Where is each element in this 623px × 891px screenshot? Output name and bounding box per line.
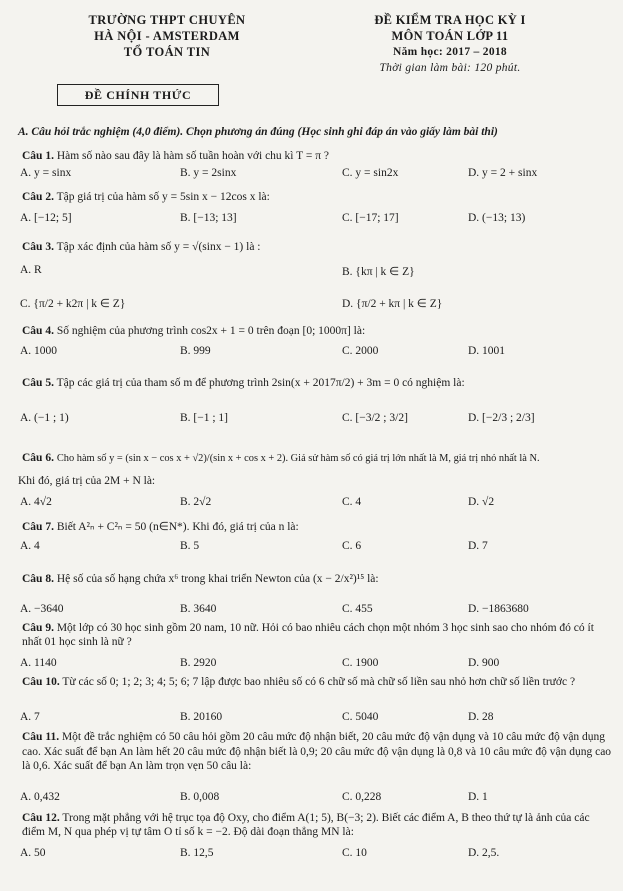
question-2 <box>22 190 612 204</box>
question-text: Từ các số 0; 1; 2; 3; 4; 5; 6; 7 lập được bao nhiêu số có 6 chữ số mà chữ số liền sau nhỏ hơn chữ số liền trước ? <box>62 676 576 688</box>
question-text: Số nghiệm của phương trình cos2x + 1 = 0 trên đoạn [0; 1000π] là: <box>56 325 366 337</box>
option-b: B. 20160 <box>180 711 223 723</box>
school-header <box>52 12 282 60</box>
option-a: A. (−1 ; 1) <box>20 412 69 424</box>
options-10 <box>20 711 615 727</box>
question-1 <box>22 149 612 163</box>
options-2 <box>20 212 615 228</box>
exam-time: Thời gian làm bài: 120 phút. <box>379 62 521 74</box>
option-c: C. 2000 <box>342 345 379 357</box>
option-d: D. 1 <box>468 791 488 803</box>
option-c: C. 5040 <box>342 711 379 723</box>
option-b: B. 5 <box>180 540 200 552</box>
option-b: B. 0,008 <box>180 791 220 803</box>
option-c: C. {π/2 + k2π | k ∈ Z} <box>20 298 126 310</box>
question-label: Câu 6. <box>22 452 54 464</box>
option-b: B. 2920 <box>180 657 217 669</box>
option-c: C. 6 <box>342 540 362 552</box>
question-11 <box>22 730 612 774</box>
option-c: C. [−17; 17] <box>342 212 399 224</box>
section-title: A. Câu hỏi trắc nghiệm (4,0 điểm). Chọn phương án đúng (Học sinh ghi đáp án vào giấy làm bài thi) <box>18 126 498 138</box>
question-text: Hàm số nào sau đây là hàm số tuần hoàn với chu kì T = π ? <box>56 150 330 162</box>
option-a: A. y = sinx <box>20 167 72 179</box>
option-b: B. [−1 ; 1] <box>180 412 229 424</box>
option-b: B. 3640 <box>180 603 217 615</box>
question-6 <box>22 451 612 466</box>
question-text: Tập giá trị của hàm số y = 5sin x − 12cos x là: <box>56 191 270 203</box>
options-8 <box>20 603 615 619</box>
option-b: B. [−13; 13] <box>180 212 237 224</box>
official-label: ĐỀ CHÍNH THỨC <box>57 84 219 106</box>
options-5 <box>20 412 615 428</box>
option-d: D. (−13; 13) <box>468 212 526 224</box>
question-4 <box>22 324 612 338</box>
option-a: A. R <box>20 264 42 276</box>
question-label: Câu 7. <box>22 521 54 533</box>
option-b: B. 2√2 <box>180 496 212 508</box>
option-c: C. 455 <box>342 603 373 615</box>
question-text: Cho hàm số y = (sin x − cos x + √2)/(sin x + cos x + 2). Giả sử hàm số có giá trị lớn nhất là M, giá trị nhỏ nhất là N. <box>56 453 540 464</box>
question-7 <box>22 520 612 534</box>
option-c: C. [−3/2 ; 3/2] <box>342 412 408 424</box>
question-label: Câu 3. <box>22 241 54 253</box>
options-3b <box>20 296 615 312</box>
option-a: A. −3640 <box>20 603 64 615</box>
option-c: C. 10 <box>342 847 367 859</box>
question-5 <box>22 376 612 390</box>
option-b: B. {kπ | k ∈ Z} <box>342 266 415 278</box>
question-3 <box>22 240 612 254</box>
option-c: C. 0,228 <box>342 791 382 803</box>
question-label: Câu 11. <box>22 731 60 743</box>
question-text: Tập các giá trị của tham số m để phương trình 2sin(x + 2017π/2) + 3m = 0 có nghiệm là: <box>56 377 465 389</box>
option-d: D. 7 <box>468 540 488 552</box>
school-line-2: HÀ NỘI - AMSTERDAM <box>94 29 240 43</box>
options-4 <box>20 345 615 361</box>
question-label: Câu 2. <box>22 191 54 203</box>
option-d: D. {π/2 + kπ | k ∈ Z} <box>342 298 443 310</box>
options-3a <box>20 264 615 280</box>
question-text: Tập xác định của hàm số y = √(sinx − 1) là : <box>56 241 261 253</box>
option-a: A. 4√2 <box>20 496 52 508</box>
option-d: D. y = 2 + sinx <box>468 167 538 179</box>
option-a: A. 0,432 <box>20 791 60 803</box>
question-text: Biết A²ₙ + C²ₙ = 50 (n∈N*). Khi đó, giá trị của n là: <box>56 521 299 533</box>
exam-subject: MÔN TOÁN LỚP 11 <box>391 29 509 43</box>
options-12 <box>20 847 615 863</box>
question-label: Câu 4. <box>22 325 54 337</box>
question-9 <box>22 621 612 649</box>
school-line-1: TRƯỜNG THPT CHUYÊN <box>88 13 246 27</box>
school-year: Năm học: 2017 – 2018 <box>393 46 507 58</box>
exam-title: ĐỀ KIỂM TRA HỌC KỲ I <box>374 13 526 27</box>
option-c: C. y = sin2x <box>342 167 399 179</box>
option-a: A. 1140 <box>20 657 57 669</box>
question-12 <box>22 811 612 839</box>
options-6 <box>20 496 615 512</box>
option-a: A. [−12; 5] <box>20 212 72 224</box>
option-b: B. 999 <box>180 345 211 357</box>
question-text: Một lớp có 30 học sinh gồm 20 nam, 10 nữ. Hỏi có bao nhiêu cách chọn một nhóm 3 học sinh sao cho nhóm đó có ít nhất 01 học sinh là nữ ? <box>22 622 594 648</box>
option-a: A. 7 <box>20 711 40 723</box>
option-d: D. 28 <box>468 711 494 723</box>
option-c: C. 4 <box>342 496 362 508</box>
options-9 <box>20 657 615 673</box>
school-line-3: TỔ TOÁN TIN <box>123 45 211 59</box>
question-10 <box>22 675 612 689</box>
question-6-line-2: Khi đó, giá trị của 2M + N là: <box>18 475 156 487</box>
question-label: Câu 1. <box>22 150 54 162</box>
option-d: D. 1001 <box>468 345 506 357</box>
option-b: B. y = 2sinx <box>180 167 237 179</box>
option-a: A. 50 <box>20 847 46 859</box>
question-text: Hệ số của số hạng chứa x⁶ trong khai triển Newton của (x − 2/x²)¹⁵ là: <box>56 573 379 585</box>
options-7 <box>20 540 615 556</box>
option-d: D. 900 <box>468 657 500 669</box>
option-d: D. −1863680 <box>468 603 529 615</box>
options-1 <box>20 167 615 183</box>
option-d: D. [−2/3 ; 2/3] <box>468 412 535 424</box>
question-label: Câu 5. <box>22 377 54 389</box>
question-8 <box>22 572 612 586</box>
question-label: Câu 9. <box>22 622 54 634</box>
question-text: Trong mặt phẳng với hệ trục tọa độ Oxy, cho điểm A(1; 5), B(−3; 2). Biết các điểm A, B theo thứ tự là ảnh của các điểm M, N qua phép vị tự tâm O tỉ số k = −2. Độ dài đoạn thẳng MN là: <box>22 812 590 838</box>
option-d: D. √2 <box>468 496 495 508</box>
options-11 <box>20 791 615 807</box>
option-c: C. 1900 <box>342 657 379 669</box>
option-b: B. 12,5 <box>180 847 214 859</box>
option-d: D. 2,5. <box>468 847 500 859</box>
question-label: Câu 8. <box>22 573 54 585</box>
question-label: Câu 12. <box>22 812 60 824</box>
option-a: A. 1000 <box>20 345 58 357</box>
question-text: Một đề trắc nghiệm có 50 câu hỏi gồm 20 câu mức độ nhận biết, 20 câu mức độ vận dụng và 10 câu mức độ vận dụng cao. Xác suất để bạn An làm hết 20 câu mức độ nhận biết là 0,9; 20 câu mức độ vận dụng là 0,8 và 10 câu mức độ vận dụng cao là 0,6. Xác suất để bạn An làm trọn vẹn 50 câu là: <box>22 731 612 772</box>
question-label: Câu 10. <box>22 676 60 688</box>
option-a: A. 4 <box>20 540 40 552</box>
exam-header <box>310 12 590 76</box>
